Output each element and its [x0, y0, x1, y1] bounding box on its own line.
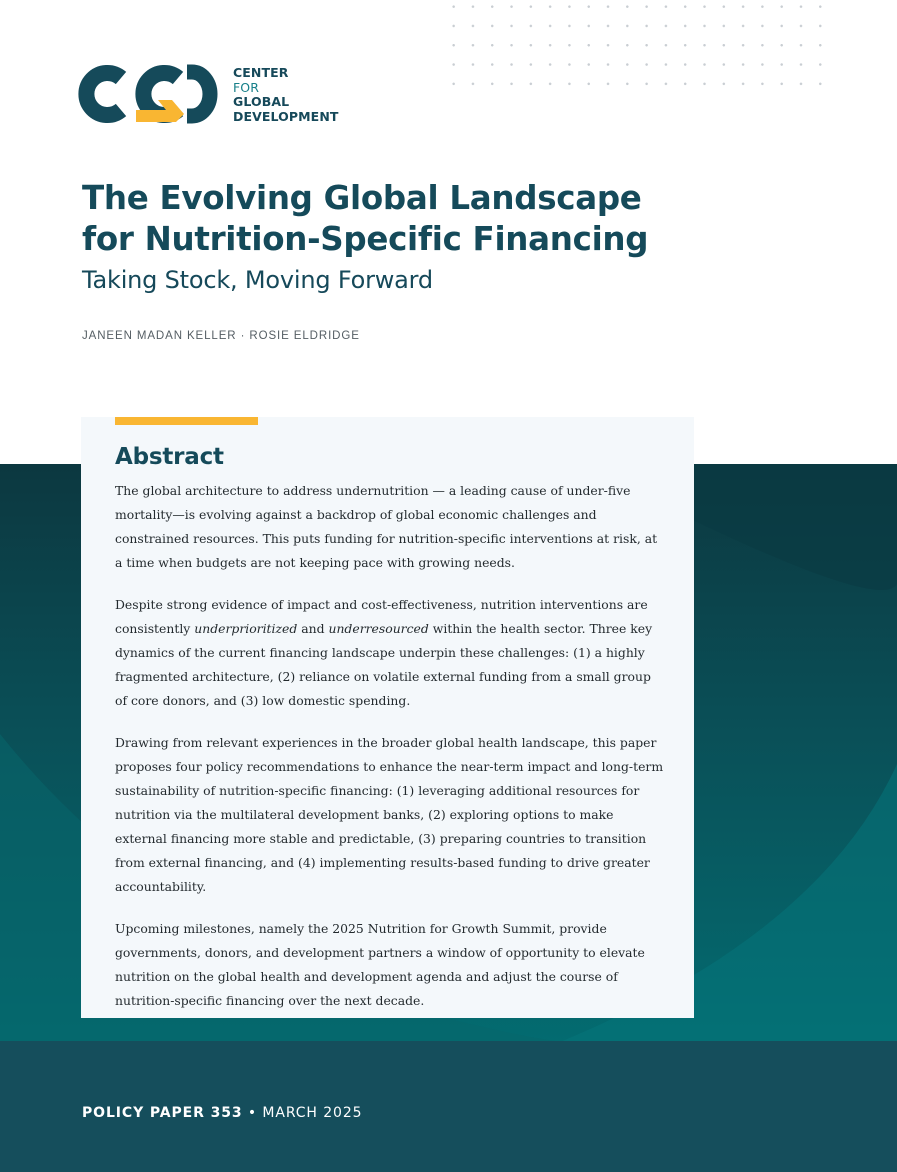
- abstract-panel: [81, 417, 694, 1018]
- abstract-p2-text-a: Despite strong evidence of impact and cost-effectiveness, nutrition interventions are consistently: [115, 597, 648, 636]
- abstract-p2-text-b: and: [297, 621, 329, 636]
- policy-paper-number: POLICY PAPER 353: [82, 1105, 243, 1121]
- logo-text-global: GLOBAL: [233, 94, 290, 109]
- footer-publication-info: [82, 1105, 362, 1121]
- title-line-1: The Evolving Global Landscape: [82, 179, 642, 217]
- logo-text-for: FOR: [233, 79, 260, 95]
- logo-wordmark: [233, 66, 339, 124]
- abstract-body: [115, 479, 665, 1031]
- report-title: [82, 178, 682, 260]
- authors: JANEEN MADAN KELLER · ROSIE ELDRIDGE: [82, 330, 360, 342]
- dot-grid-decoration: [444, 0, 828, 92]
- title-line-2: for Nutrition-Specific Financing: [82, 220, 649, 258]
- report-subtitle: Taking Stock, Moving Forward: [82, 266, 433, 294]
- abstract-paragraph-2: [115, 593, 665, 713]
- abstract-p2-text-c: within the health sector. Three key dynamics of the current financing landscape underpin these challenges: (1) a highly fragmented architecture, (2) reliance on volatile external funding from a small group of core donors, and (3) low domestic spending.: [115, 621, 653, 708]
- publication-date: MARCH 2025: [262, 1105, 363, 1121]
- abstract-p2-emphasis-1: underprioritized: [194, 621, 298, 636]
- cgd-logo-mark: [76, 64, 218, 124]
- abstract-heading: Abstract: [115, 444, 224, 470]
- abstract-paragraph-4: Upcoming milestones, namely the 2025 Nutrition for Growth Summit, provide governments, donors, and development partners a window of opportunity to elevate nutrition on the global health and development agenda and adjust the course of nutrition-specific financing over the next decade.: [115, 921, 645, 1008]
- abstract-paragraph-3: Drawing from relevant experiences in the broader global health landscape, this paper proposes four policy recommendations to enhance the near-term impact and long-term sustainability of nutrition-specific financing: (1) leveraging additional resources for nutrition via the multilateral development banks, (2) exploring options to make external financing more stable and predictable, (3) preparing countries to transition from external financing, and (4) implementing results-based funding to drive greater accountability.: [115, 735, 664, 894]
- abstract-paragraph-1: The global architecture to address undernutrition — a leading cause of under-five mortality—is evolving against a backdrop of global economic challenges and constrained resources. This puts funding for nutrition-specific interventions at risk, at a time when budgets are not keeping pace with growing needs.: [115, 483, 658, 570]
- footer-band: [0, 1041, 897, 1172]
- logo-text-development: DEVELOPMENT: [233, 108, 339, 124]
- footer-separator: •: [242, 1105, 263, 1121]
- logo-text-center: CENTER: [233, 65, 289, 80]
- abstract-accent-bar: [115, 417, 258, 425]
- cgd-logo: [76, 64, 339, 126]
- abstract-p2-emphasis-2: underresourced: [328, 621, 429, 636]
